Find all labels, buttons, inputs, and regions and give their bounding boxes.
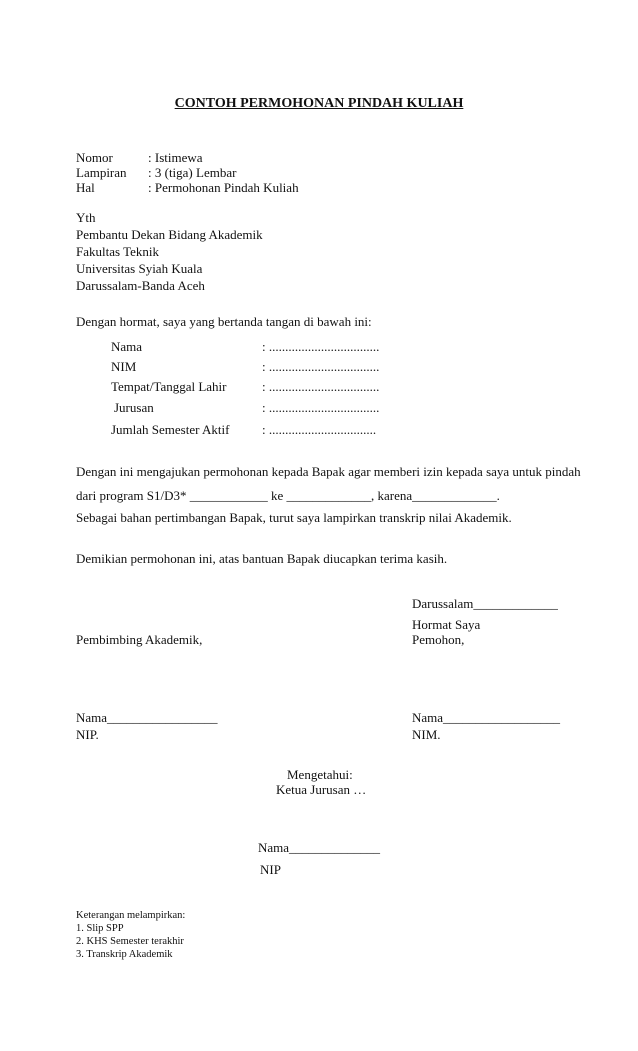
recipient-address: Darussalam-Banda Aceh xyxy=(76,278,205,293)
field-ttl-value: : .................................. xyxy=(262,379,380,394)
field-nama-value: : .................................. xyxy=(262,339,380,354)
field-jurusan-value: : .................................. xyxy=(262,400,380,415)
field-nim-label: NIM xyxy=(111,359,137,374)
document-title: CONTOH PERMOHONAN PINDAH KULIAH xyxy=(174,96,464,111)
field-ttl-label: Tempat/Tanggal Lahir xyxy=(111,379,227,394)
pemohon-label: Pemohon, xyxy=(412,632,465,647)
nomor-label: Nomor xyxy=(76,150,113,165)
attachment-item-3: 3. Transkrip Akademik xyxy=(76,949,173,960)
field-nama-label: Nama xyxy=(111,339,143,354)
left-signature-name: Nama_________________ xyxy=(76,710,218,725)
mengetahui-label: Mengetahui: xyxy=(287,767,353,782)
right-signature-name: Nama__________________ xyxy=(412,710,561,725)
recipient-yth: Yth xyxy=(76,210,96,225)
hormat-saya: Hormat Saya xyxy=(412,617,481,632)
pembimbing-label: Pembimbing Akademik, xyxy=(76,632,203,647)
recipient-faculty: Fakultas Teknik xyxy=(76,244,159,259)
recipient-university: Universitas Syiah Kuala xyxy=(76,261,203,276)
attachment-item-2: 2. KHS Semester terakhir xyxy=(76,936,184,947)
attachment-item-1: 1. Slip SPP xyxy=(76,923,124,934)
body-paragraph-3: Sebagai bahan pertimbangan Bapak, turut saya lampirkan transkrip nilai Akademik. xyxy=(76,510,512,525)
right-signature-nim: NIM. xyxy=(412,727,441,742)
hal-label: Hal xyxy=(76,180,95,195)
ketua-jurusan-label: Ketua Jurusan … xyxy=(276,782,367,797)
lampiran-value: : 3 (tiga) Lembar xyxy=(148,165,237,180)
greeting: Dengan hormat, saya yang bertanda tangan di bawah ini: xyxy=(76,314,372,329)
left-signature-nip: NIP. xyxy=(76,727,99,742)
nomor-value: : Istimewa xyxy=(148,150,203,165)
body-paragraph-1: Dengan ini mengajukan permohonan kepada Bapak agar memberi izin kepada saya untuk pindah xyxy=(76,464,581,479)
lampiran-label: Lampiran xyxy=(76,165,127,180)
field-semester-label: Jumlah Semester Aktif xyxy=(111,422,230,437)
field-nim-value: : .................................. xyxy=(262,359,380,374)
body-paragraph-2: dari program S1/D3* ____________ ke _____________, karena_____________. xyxy=(76,488,500,503)
hal-value: : Permohonan Pindah Kuliah xyxy=(148,180,299,195)
field-semester-value: : ................................. xyxy=(262,422,377,437)
closing-line: Demikian permohonan ini, atas bantuan Bapak diucapkan terima kasih. xyxy=(76,551,448,566)
attachments-heading: Keterangan melampirkan: xyxy=(76,910,186,921)
recipient-title: Pembantu Dekan Bidang Akademik xyxy=(76,227,263,242)
field-jurusan-label: Jurusan xyxy=(114,400,154,415)
place-date: Darussalam_____________ xyxy=(412,596,558,611)
center-signature-name: Nama______________ xyxy=(258,840,381,855)
center-signature-nip: NIP xyxy=(260,862,281,877)
